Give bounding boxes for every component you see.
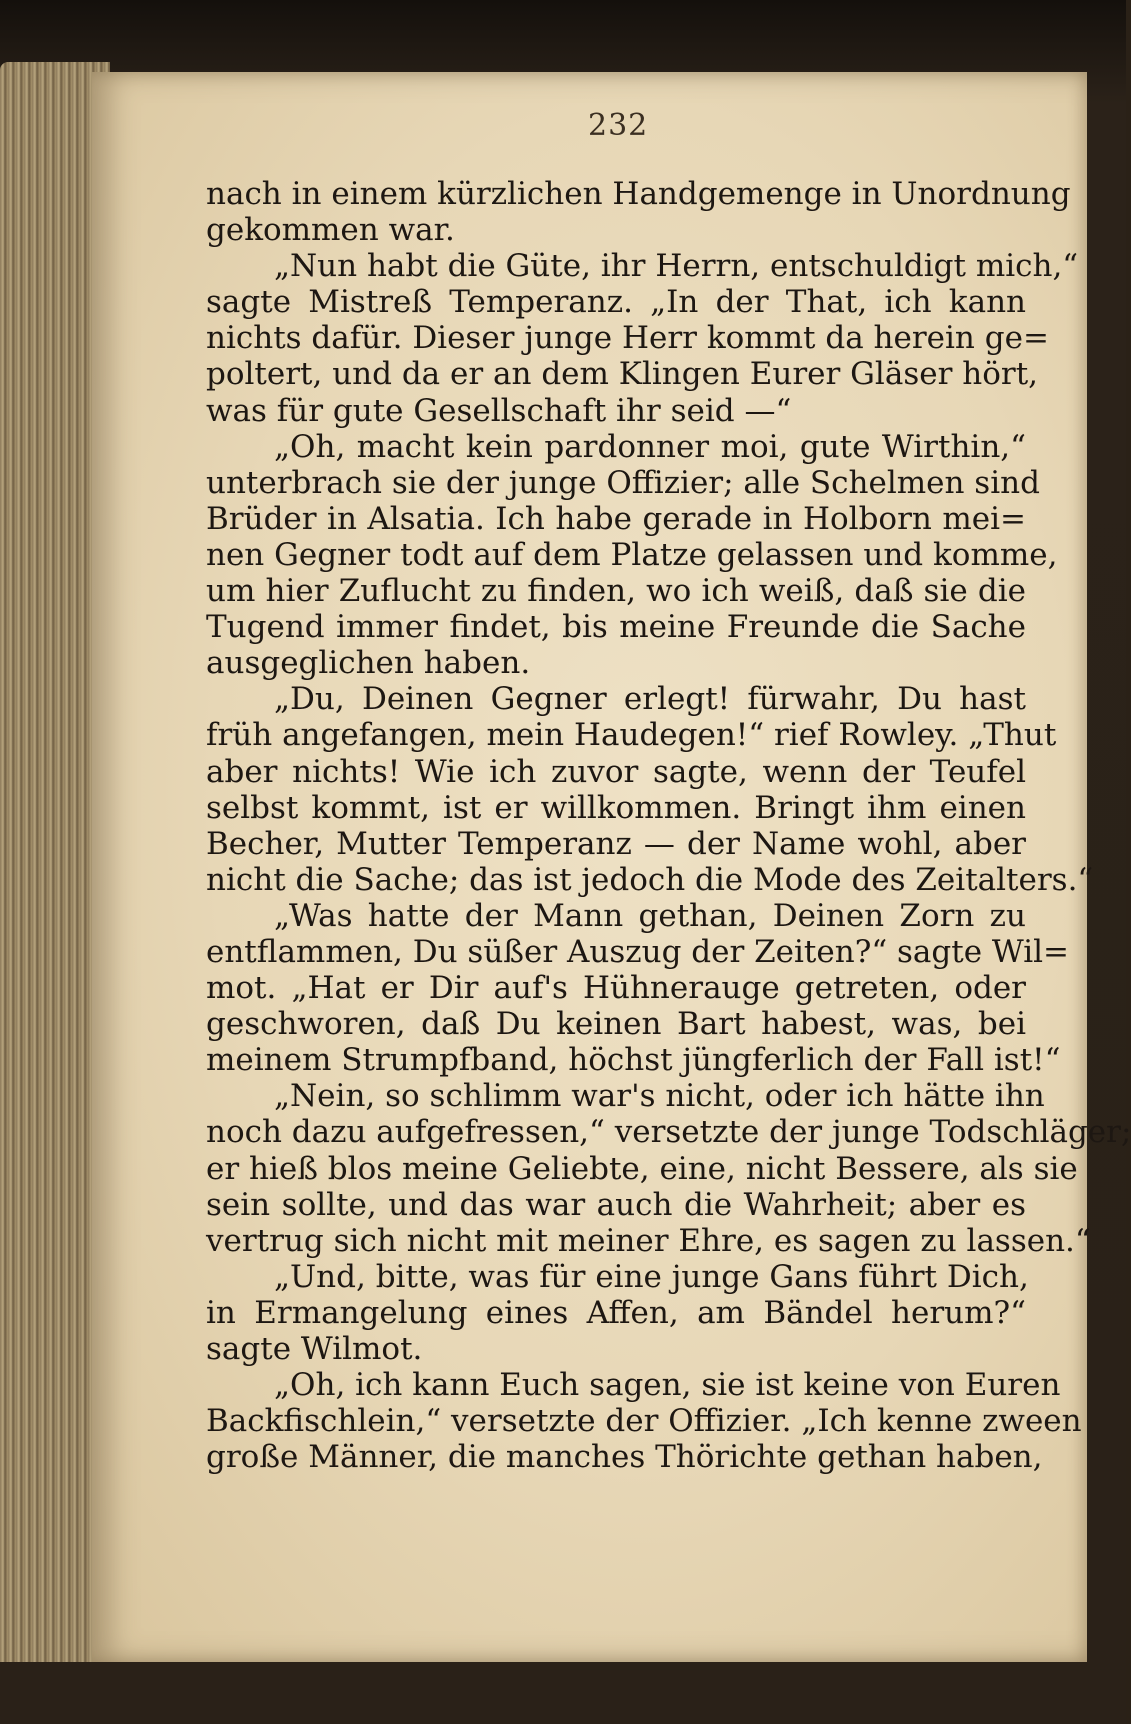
text-line: unterbrach sie der junge Offizier; alle Schelmen sind <box>206 464 1040 501</box>
text-line: „Oh, macht kein pardonner moi, gute Wirthin,“ <box>274 428 1026 465</box>
text-line: ausgeglichen haben. <box>206 645 531 682</box>
text-line: nichts dafür. Dieser junge Herr kommt da herein ge= <box>206 320 1049 357</box>
text-line: Becher, Mutter Temperanz — der Name wohl, aber <box>206 825 1026 862</box>
text-line: große Männer, die manches Thörichte gethan haben, <box>206 1439 1043 1476</box>
text-line: früh angefangen, mein Haudegen!“ rief Rowley. „Thut <box>206 717 1057 754</box>
text-line: Tugend immer findet, bis meine Freunde die Sache <box>206 609 1026 646</box>
text-line: nen Gegner todt auf dem Platze gelassen und komme, <box>206 536 1058 573</box>
text-line: „Du, Deinen Gegner erlegt! fürwahr, Du hast <box>274 681 1026 718</box>
text-line: „Nun habt die Güte, ihr Herrn, entschuldigt mich,“ <box>274 248 1079 285</box>
text-line: „Oh, ich kann Euch sagen, sie ist keine von Euren <box>274 1367 1061 1404</box>
body-text <box>206 176 1131 1476</box>
text-line: „Was hatte der Mann gethan, Deinen Zorn zu <box>274 897 1026 934</box>
text-line: sagte Mistreß Temperanz. „In der That, ich kann <box>206 284 1026 321</box>
text-line: sagte Wilmot. <box>206 1331 423 1367</box>
page-number: 232 <box>588 108 649 143</box>
text-line: entflammen, Du süßer Auszug der Zeiten?“ sagte Wil= <box>206 933 1070 970</box>
text-line: Backfischlein,“ versetzte der Offizier. „Ich kenne zween <box>206 1403 1082 1440</box>
text-line: er hieß blos meine Geliebte, eine, nicht Bessere, als sie <box>206 1150 1078 1187</box>
text-line: gekommen war. <box>206 212 455 249</box>
text-line: selbst kommt, ist er willkommen. Bringt ihm einen <box>206 789 1026 826</box>
text-line: „Und, bitte, was für eine junge Gans führt Dich, <box>274 1258 1029 1295</box>
text-line: meinem Strumpfband, höchst jüngferlich der Fall ist!“ <box>206 1042 1061 1079</box>
text-line: aber nichts! Wie ich zuvor sagte, wenn der Teufel <box>206 753 1026 790</box>
text-line: poltert, und da er an dem Klingen Eurer Gläser hört, <box>206 356 1039 393</box>
text-line: was für gute Gesellschaft ihr seid —“ <box>206 392 792 429</box>
text-line: Brüder in Alsatia. Ich habe gerade in Holborn mei= <box>206 500 1026 537</box>
text-line: nicht die Sache; das ist jedoch die Mode des Zeitalters.“ <box>206 861 1094 898</box>
text-line: sein sollte, und das war auch die Wahrheit; aber es <box>206 1186 1026 1223</box>
text-line: nach in einem kürzlichen Handgemenge in Unordnung <box>206 176 1071 212</box>
text-line: noch dazu aufgefressen,“ versetzte der junge Todschläger; <box>206 1114 1131 1151</box>
text-line: „Nein, so schlimm war's nicht, oder ich hätte ihn <box>274 1078 1045 1115</box>
text-line: in Ermangelung eines Affen, am Bändel herum?“ <box>206 1294 1026 1331</box>
text-line: um hier Zuflucht zu finden, wo ich weiß, daß sie die <box>206 573 1026 610</box>
text-line: mot. „Hat er Dir auf's Hühnerauge getreten, oder <box>206 970 1026 1007</box>
text-line: vertrug sich nicht mit meiner Ehre, es sagen zu lassen.“ <box>206 1222 1091 1259</box>
text-line: geschworen, daß Du keinen Bart habest, was, bei <box>206 1006 1026 1043</box>
